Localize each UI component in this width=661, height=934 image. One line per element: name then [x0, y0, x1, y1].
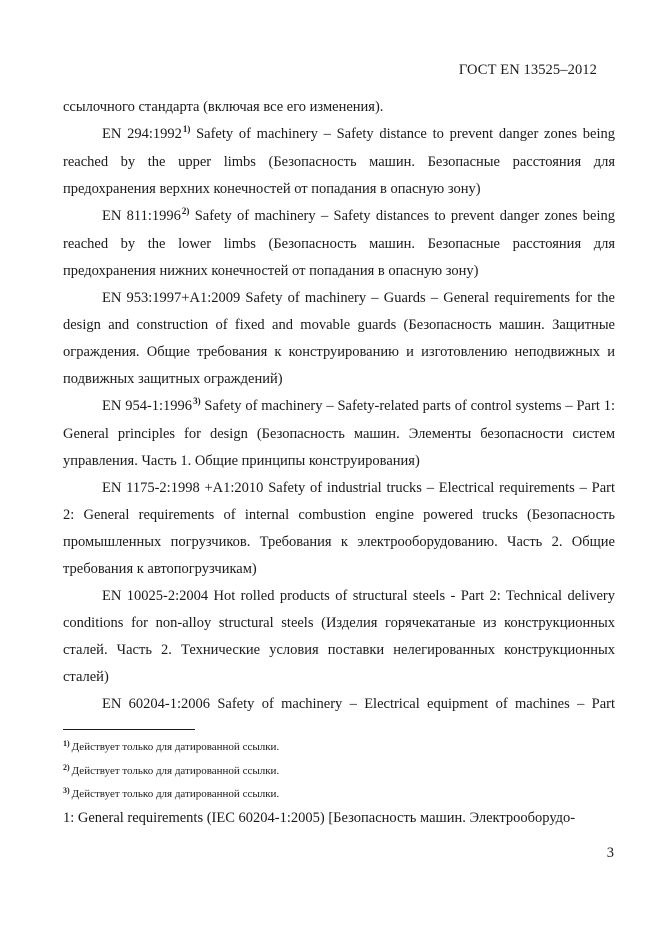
reference-title: Safety of machinery – Safety distances to prevent danger zones being reached by the lower limbs (Безопасность машин. Безопасные расстояния для предохранения нижних конечностей от попадания в опасную зону): [63, 208, 615, 279]
continuation-text: 1: General requirements (IEC 60204-1:2005) [Безопасность машин. Электрооборудо-: [63, 810, 576, 826]
intro-fragment: ссылочного стандарта (включая все его изменения).: [63, 99, 384, 115]
page-number: 3: [606, 845, 614, 861]
footnote-text: Действует только для датированной ссылки.: [71, 788, 280, 800]
footnote-item: [63, 783, 615, 807]
footnote-mark: 2): [63, 762, 70, 772]
footnote-marker: 3): [193, 396, 201, 406]
footnote-mark: 1): [63, 739, 70, 748]
page-header-standard-code: ГОСТ EN 13525–2012: [458, 62, 597, 78]
footnote-separator: [63, 729, 195, 730]
reference-entry: [63, 203, 615, 285]
reference-entry: [63, 475, 615, 583]
reference-title: Safety of machinery – Safety distance to prevent danger zones being reached by the upper limbs (Безопасность машин. Безопасные расстояния для предохранения верхних конечностей от попадания в опасную зону): [63, 126, 615, 197]
reference-entry: [63, 393, 615, 475]
reference-title: Hot rolled products of structural steels - Part 2: Technical delivery conditions for non-alloy structural steels (Изделия горячекатаные из конструкционных сталей. Часть 2. Технические условия поставки нелегированных конструкционных сталей): [63, 588, 615, 685]
reference-designation: EN 1175-2:1998 +A1:2010: [102, 480, 264, 496]
reference-entry: [63, 691, 615, 718]
reference-title: Safety of machinery – Guards – General requirements for the design and construction of fixed and movable guards (Безопасность машин. Защитные ограждения. Общие требования к конструированию и изготовлению неподвижных и подвижных защитных ограждений): [63, 290, 615, 387]
reference-title: Safety of machinery – Safety-related parts of control systems – Part 1: General principles for design (Безопасность машин. Элементы безопасности систем управления. Часть 1. Общие принципы конструирования): [63, 398, 615, 469]
footnotes: [63, 736, 615, 807]
footnote-item: [63, 760, 615, 784]
footnote-item: [63, 736, 615, 760]
reference-designation: EN 953:1997+A1:2009: [102, 290, 241, 306]
reference-designation: EN 60204-1:2006: [102, 696, 211, 712]
document-body: [63, 94, 615, 718]
reference-designation: EN 294:1992: [102, 126, 182, 142]
footnote-marker: 2): [181, 206, 190, 216]
reference-entry: [63, 583, 615, 691]
reference-designation: EN 811:1996: [102, 208, 181, 224]
reference-title: Safety of industrial trucks – Electrical requirements – Part 2: General requirements of internal combustion engine powered trucks (Безопасность промышленных погрузчиков. Требования к электрооборудованию. Часть 2. Общие требования к автопогрузчикам): [63, 480, 615, 577]
reference-title: Safety of machinery – Electrical equipment of machines – Part: [210, 696, 615, 712]
footnote-mark: 3): [63, 786, 70, 795]
reference-entry: [63, 121, 615, 203]
footnote-text: Действует только для датированной ссылки.: [71, 764, 280, 777]
reference-entry: [63, 285, 615, 393]
footnote-marker: 1): [182, 124, 191, 134]
reference-designation: EN 954-1:1996: [102, 398, 193, 414]
footnote-text: Действует только для датированной ссылки.: [71, 741, 280, 753]
reference-designation: EN 10025-2:2004: [102, 588, 209, 604]
